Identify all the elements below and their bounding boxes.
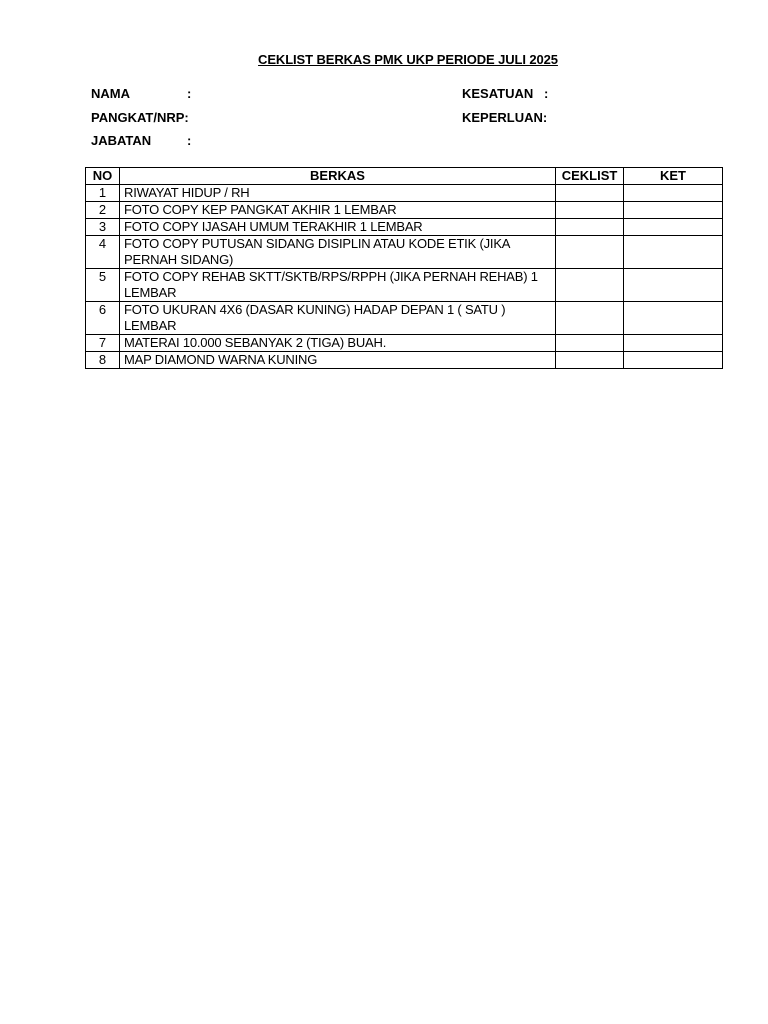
row-ket-cell[interactable] [624, 236, 723, 269]
row-ket-cell[interactable] [624, 185, 723, 202]
row-ceklist-cell[interactable] [556, 269, 624, 302]
field-jabatan-colon: : [187, 133, 192, 148]
row-berkas: MATERAI 10.000 SEBANYAK 2 (TIGA) BUAH. [120, 335, 556, 352]
row-no: 2 [86, 202, 120, 219]
row-no: 6 [86, 302, 120, 335]
row-ket-cell[interactable] [624, 202, 723, 219]
field-kesatuan-label: KESATUAN [462, 86, 534, 101]
row-berkas: FOTO COPY REHAB SKTT/SKTB/RPS/RPPH (JIKA PERNAH REHAB) 1 LEMBAR [120, 269, 556, 302]
table-row [86, 269, 723, 302]
row-ceklist-cell[interactable] [556, 185, 624, 202]
table-row [86, 335, 723, 352]
row-no: 5 [86, 269, 120, 302]
row-ceklist-cell[interactable] [556, 219, 624, 236]
table-row [86, 202, 723, 219]
row-berkas: FOTO UKURAN 4X6 (DASAR KUNING) HADAP DEPAN 1 ( SATU ) LEMBAR [120, 302, 556, 335]
row-ket-cell[interactable] [624, 335, 723, 352]
field-nama-colon: : [187, 86, 192, 101]
row-no: 8 [86, 352, 120, 369]
row-berkas: FOTO COPY KEP PANGKAT AKHIR 1 LEMBAR [120, 202, 556, 219]
field-jabatan-label: JABATAN [91, 133, 152, 148]
row-ket-cell[interactable] [624, 219, 723, 236]
header-ket: KET [624, 168, 723, 185]
table-row [86, 352, 723, 369]
field-keperluan [462, 110, 547, 125]
row-ceklist-cell[interactable] [556, 335, 624, 352]
checklist-table [85, 167, 723, 369]
field-keperluan-label: KEPERLUAN: [462, 110, 548, 125]
row-ket-cell[interactable] [624, 269, 723, 302]
row-berkas: RIWAYAT HIDUP / RH [120, 185, 556, 202]
row-ket-cell[interactable] [624, 352, 723, 369]
row-berkas: FOTO COPY IJASAH UMUM TERAKHIR 1 LEMBAR [120, 219, 556, 236]
row-ceklist-cell[interactable] [556, 202, 624, 219]
row-berkas: MAP DIAMOND WARNA KUNING [120, 352, 556, 369]
document-title: CEKLIST BERKAS PMK UKP PERIODE JULI 2025 [258, 52, 558, 67]
table-header-row [86, 168, 723, 185]
row-ceklist-cell[interactable] [556, 352, 624, 369]
row-ceklist-cell[interactable] [556, 302, 624, 335]
field-kesatuan-colon: : [544, 86, 549, 101]
header-berkas: BERKAS [120, 168, 556, 185]
row-no: 1 [86, 185, 120, 202]
field-nama-label: NAMA [91, 86, 130, 101]
field-pangkat-nrp [91, 110, 189, 125]
table-row [86, 219, 723, 236]
table-row [86, 236, 723, 269]
table-row [86, 185, 723, 202]
row-berkas: FOTO COPY PUTUSAN SIDANG DISIPLIN ATAU KODE ETIK (JIKA PERNAH SIDANG) [120, 236, 556, 269]
row-no: 4 [86, 236, 120, 269]
header-ceklist: CEKLIST [556, 168, 624, 185]
table-row [86, 302, 723, 335]
field-nama [91, 86, 192, 101]
row-ket-cell[interactable] [624, 302, 723, 335]
row-no: 7 [86, 335, 120, 352]
field-jabatan [91, 133, 192, 148]
field-kesatuan [462, 86, 549, 101]
row-ceklist-cell[interactable] [556, 236, 624, 269]
header-no: NO [86, 168, 120, 185]
field-pangkat-nrp-label: PANGKAT/NRP: [91, 110, 189, 125]
row-no: 3 [86, 219, 120, 236]
